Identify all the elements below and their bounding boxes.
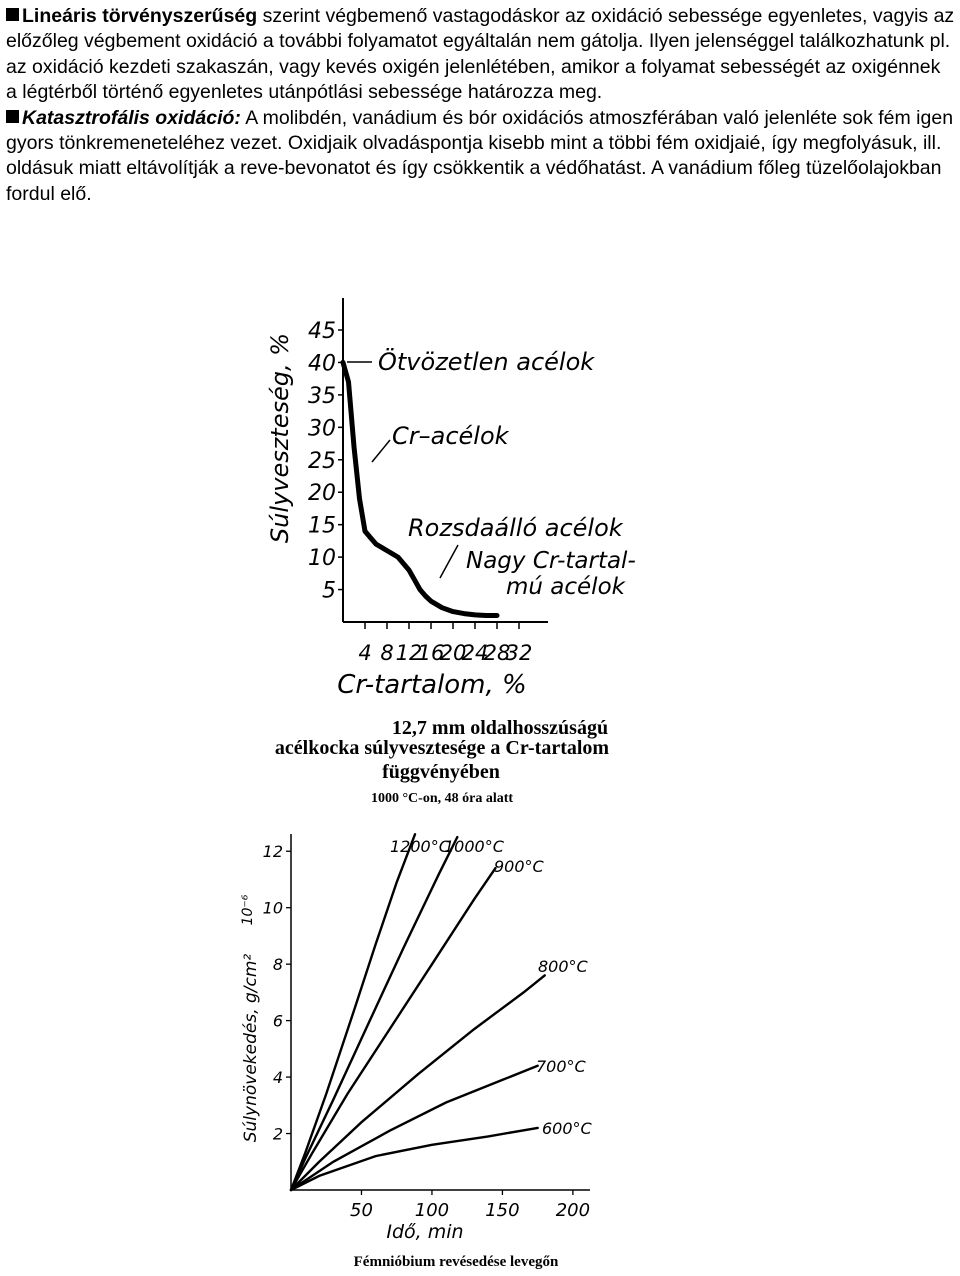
x-tick-label: 200 bbox=[555, 1200, 591, 1221]
x-tick-label: 20 bbox=[439, 641, 467, 665]
y-tick-label: 5 bbox=[322, 578, 336, 604]
x-tick-label: 24 bbox=[461, 641, 489, 665]
x-tick-label: 12 bbox=[395, 641, 423, 665]
y-tick-label: 45 bbox=[308, 319, 336, 344]
y-axis-label: Súlynövekedés, g/cm² bbox=[241, 953, 261, 1143]
chart1-lines bbox=[343, 362, 497, 615]
y-tick-label: 4 bbox=[272, 1068, 283, 1088]
y-tick-label: 20 bbox=[308, 481, 336, 507]
bullet-square-icon bbox=[6, 8, 19, 21]
series-line-600c bbox=[291, 1128, 538, 1190]
series-line-1200c bbox=[291, 834, 415, 1190]
bullet-square-icon bbox=[6, 110, 19, 123]
annotation-label: Cr–acélok bbox=[392, 422, 509, 450]
chart-title-line: acélkocka súlyvesztesége a Cr-tartalom bbox=[274, 737, 610, 759]
series-line-900c bbox=[291, 868, 495, 1190]
x-tick-label: 16 bbox=[417, 641, 445, 665]
series-label: 1200°C bbox=[390, 837, 450, 856]
chart2-lines bbox=[291, 834, 545, 1190]
y-tick-label: 2 bbox=[272, 1124, 283, 1144]
term-linear: Lineáris törvényszerűség bbox=[22, 5, 258, 27]
annotation-label: Nagy Cr-tartal- bbox=[466, 548, 636, 574]
x-tick-label: 4 bbox=[358, 641, 372, 665]
x-tick-label: 100 bbox=[414, 1200, 450, 1221]
paragraph-text: A molibdén, vanádium és bór oxidációs atmoszférában való jelenléte sok fém igen gyors tönkremeneteléhez vezet. Oxidjaik olvadáspontja kisebb mint a többi fém oxidjaié, így megfolyásuk, ill. oldásuk miatt eltávolítják a reve-bevonatot és így csökkentik a védőhatást. A vanádium főleg tüzelőolajokban fordul elő. bbox=[6, 106, 954, 205]
chart-title-line: függvényében bbox=[382, 761, 500, 783]
x-axis-label: Cr-tartalom, % bbox=[337, 670, 527, 700]
y-tick-label: 40 bbox=[308, 351, 336, 377]
series-label: 1000°C bbox=[444, 837, 504, 856]
series-label: 900°C bbox=[494, 857, 544, 876]
annotation-label: Ötvözetlen acélok bbox=[378, 348, 595, 376]
y-tick-label: 10 bbox=[308, 546, 336, 572]
y-axis-label: Súlyveszteség, % bbox=[266, 332, 294, 544]
chart-weight-loss bbox=[0, 290, 960, 820]
paragraph-text: szerint végbemenő vastagodáskor az oxidáció sebessége egyenletes, vagyis az előzőleg végbement oxidáció a további folyamatot egyáltalán nem gátolja. Ilyen jelenséggel találkozhatunk pl. az oxidáció kezdeti szakaszán, vagy kevés oxigén jelenlétében, amikor a folyamat sebességét az oxigénnek a légtérből történő egyenletes utánpótlási sebessége határozza meg. bbox=[6, 5, 955, 104]
chart-niobium-oxidation bbox=[0, 820, 960, 1276]
y-tick-label: 30 bbox=[308, 416, 336, 442]
term-catastrophic: Katasztrofális oxidáció: bbox=[22, 106, 241, 129]
x-tick-label: 50 bbox=[350, 1200, 373, 1221]
y-tick-label: 25 bbox=[308, 448, 336, 474]
series-label: 800°C bbox=[538, 957, 588, 976]
x-tick-label: 150 bbox=[485, 1200, 520, 1221]
series-line-weight-loss bbox=[343, 362, 497, 615]
paragraph-catastrophic bbox=[6, 106, 956, 208]
chart2-texts bbox=[240, 837, 593, 1270]
y-tick-label: 12 bbox=[262, 842, 283, 862]
chart2-axes bbox=[286, 834, 590, 1195]
x-tick-label: 8 bbox=[380, 641, 394, 665]
x-tick-label: 32 bbox=[505, 641, 533, 665]
chart-title-line: 12,7 mm oldalhosszúságú bbox=[391, 717, 609, 739]
y-tick-label: 15 bbox=[308, 513, 336, 539]
chart-caption: Fémnióbium revésedése levegőn bbox=[353, 1254, 559, 1270]
x-tick-label: 28 bbox=[483, 641, 511, 665]
y-axis-unit: 10⁻⁶ bbox=[240, 894, 256, 926]
y-tick-label: 35 bbox=[308, 383, 336, 409]
annotation-label: mú acélok bbox=[506, 574, 625, 600]
y-tick-label: 8 bbox=[272, 955, 283, 975]
chart1-texts bbox=[266, 319, 636, 806]
paragraph-linear bbox=[6, 4, 956, 106]
x-axis-label: Idő, min bbox=[386, 1221, 464, 1243]
annotation-leader bbox=[372, 440, 390, 462]
annotation-label: Rozsdaálló acélok bbox=[408, 514, 623, 542]
series-label: 600°C bbox=[542, 1119, 592, 1138]
y-tick-label: 6 bbox=[272, 1011, 283, 1031]
series-line-1000c bbox=[291, 837, 457, 1190]
annotation-leader bbox=[440, 545, 458, 578]
y-tick-label: 10 bbox=[262, 898, 283, 918]
series-label: 700°C bbox=[536, 1057, 586, 1076]
chart-subtitle: 1000 °C-on, 48 óra alatt bbox=[370, 791, 514, 806]
text-block bbox=[6, 4, 956, 207]
